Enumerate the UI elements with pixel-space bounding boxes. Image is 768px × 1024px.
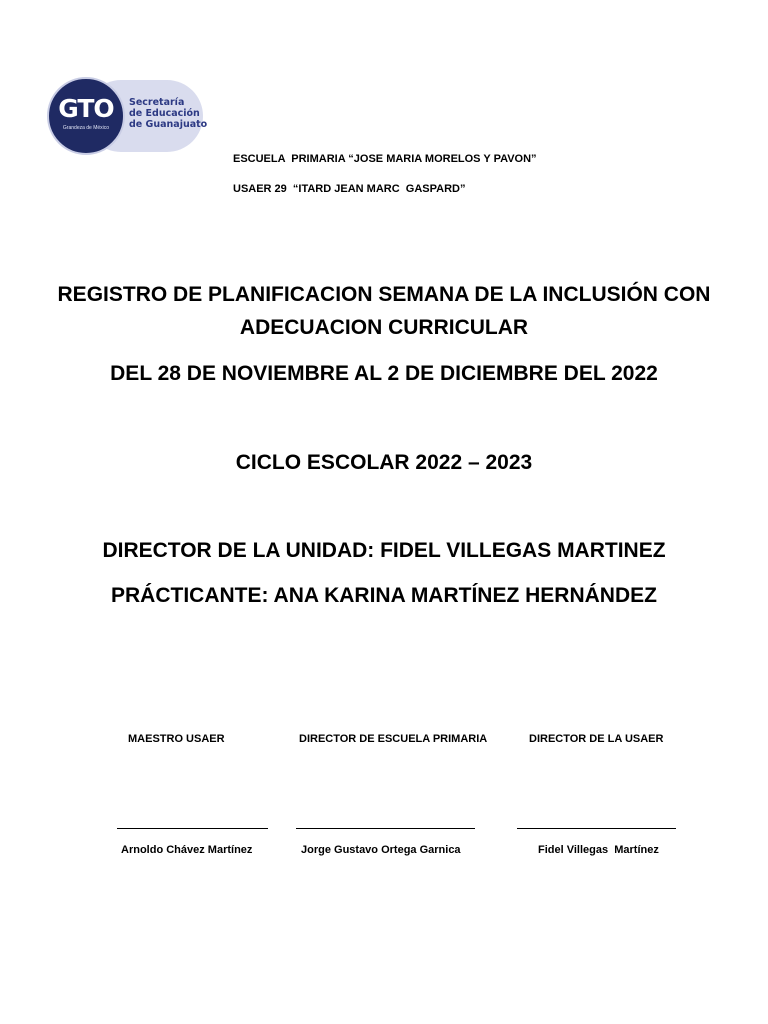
- logo-org-line: de Guanajuato: [129, 119, 208, 130]
- signature-name-maestro: Arnoldo Chávez Martínez: [121, 844, 253, 856]
- school-name: ESCUELA PRIMARIA “JOSE MARIA MORELOS Y PAVON”: [233, 153, 537, 165]
- document-title-line-2: ADECUACION CURRICULAR: [239, 316, 529, 339]
- signature-name-director-escuela: Jorge Gustavo Ortega Garnica: [301, 844, 461, 856]
- signature-role-director-escuela: DIRECTOR DE ESCUELA PRIMARIA: [299, 733, 488, 745]
- document-dates: DEL 28 DE NOVIEMBRE AL 2 DE DICIEMBRE DEL 2022: [110, 362, 658, 385]
- logo-org-name: [129, 97, 208, 130]
- school-cycle: CICLO ESCOLAR 2022 – 2023: [235, 451, 533, 474]
- document-title-line-1: REGISTRO DE PLANIFICACION SEMANA DE LA INCLUSIÓN CON: [57, 283, 711, 306]
- usaer-name: USAER 29 “ITARD JEAN MARC GASPARD”: [233, 183, 466, 195]
- logo-org-line: Secretaría: [129, 97, 185, 108]
- signature-role-director-usaer: DIRECTOR DE LA USAER: [529, 733, 664, 745]
- signature-line: [296, 828, 475, 829]
- signature-line: [117, 828, 268, 829]
- logo-mark: GTO: [58, 94, 114, 123]
- gto-logo: [47, 77, 208, 155]
- unit-director: DIRECTOR DE LA UNIDAD: FIDEL VILLEGAS MARTINEZ: [102, 539, 666, 562]
- practitioner: PRÁCTICANTE: ANA KARINA MARTÍNEZ HERNÁNDEZ: [111, 584, 657, 607]
- logo-org-line: de Educación: [129, 108, 200, 119]
- signature-line: [517, 828, 676, 829]
- logo-tagline: Grandeza de México: [62, 125, 110, 131]
- signature-name-director-usaer: Fidel Villegas Martínez: [538, 844, 659, 856]
- signature-role-maestro: MAESTRO USAER: [128, 733, 225, 745]
